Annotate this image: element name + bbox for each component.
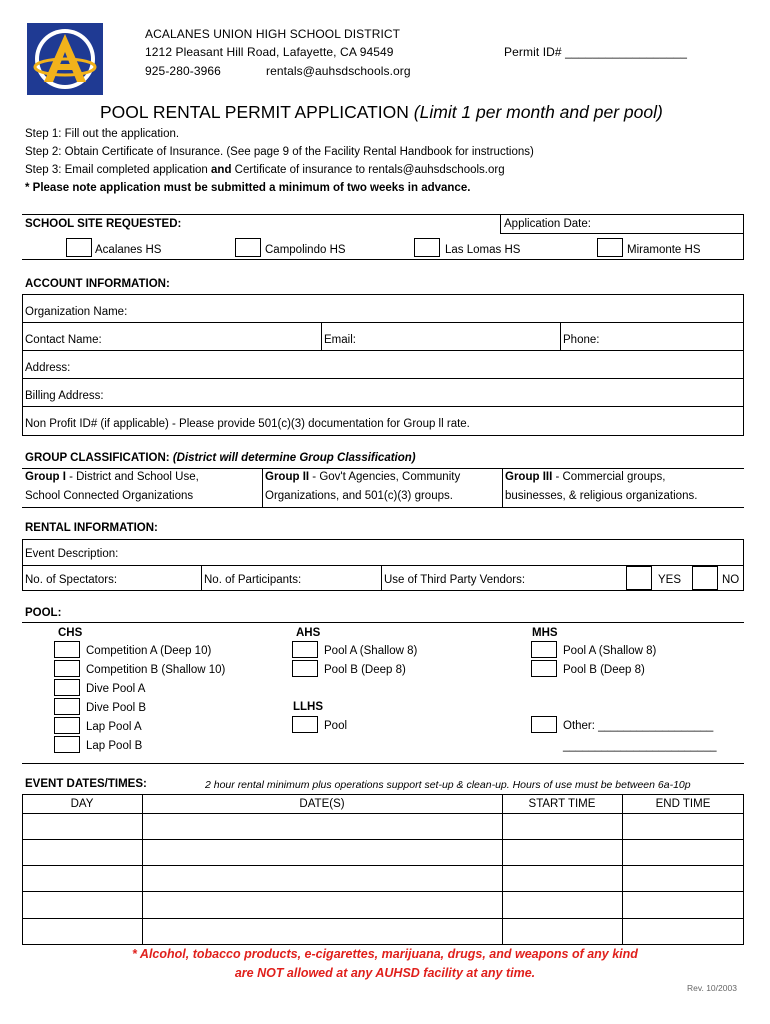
col-day: DAY [70, 798, 94, 810]
group-heading: GROUP CLASSIFICATION: (District will determine Group Classification) [25, 452, 416, 464]
mhs-pool-a: Pool A (Shallow 8) [563, 645, 657, 657]
nonprofit-id-field[interactable]: Non Profit ID# (if applicable) - Please provide 501(c)(3) documentation for Group ll rate. [25, 418, 470, 430]
other-line: ________________________ [563, 740, 717, 752]
vendors-label: Use of Third Party Vendors: [384, 574, 526, 586]
event-dates-heading: EVENT DATES/TIMES: [25, 778, 147, 790]
chs-heading: CHS [58, 627, 83, 639]
rental-heading: RENTAL INFORMATION: [25, 522, 158, 534]
district-phone: 925-280-3966 [145, 64, 221, 78]
phone-field[interactable]: Phone: [563, 334, 600, 346]
district-name: ACALANES UNION HIGH SCHOOL DISTRICT [145, 27, 401, 41]
participants-field[interactable]: No. of Participants: [204, 574, 302, 586]
chs-dive-a: Dive Pool A [86, 683, 146, 695]
checkbox-mhs-pool-b[interactable] [531, 660, 557, 677]
application-date-field[interactable]: Application Date: [500, 214, 744, 234]
permit-id: Permit ID# __________________ [504, 45, 688, 59]
district-email: rentals@auhsdschools.org [266, 64, 411, 78]
checkbox-other[interactable] [531, 716, 557, 733]
group-2-desc: Organizations, and 501(c)(3) groups. [265, 490, 453, 502]
checkbox-acalanes[interactable] [66, 238, 92, 257]
col-start-time: START TIME [528, 798, 596, 810]
step-2: Step 2: Obtain Certificate of Insurance. (See page 9 of the Facility Rental Handbook for instructions) [25, 146, 534, 158]
checkbox-mhs-pool-a[interactable] [531, 641, 557, 658]
warning-line-2: are NOT allowed at any AUHSD facility at any time. [234, 966, 536, 980]
checkbox-vendors-no[interactable] [692, 566, 718, 590]
checkbox-llhs-pool[interactable] [292, 716, 318, 733]
group-1-desc: School Connected Organizations [25, 490, 194, 502]
advance-note: * Please note application must be submitted a minimum of two weeks in advance. [25, 182, 471, 194]
checkbox-chs-lap-b[interactable] [54, 736, 80, 753]
title-sub: (Limit 1 per month and per pool) [413, 102, 663, 122]
checkbox-ahs-pool-b[interactable] [292, 660, 318, 677]
checkbox-miramonte[interactable] [597, 238, 623, 257]
chs-dive-b: Dive Pool B [86, 702, 147, 714]
title-main: POOL RENTAL PERMIT APPLICATION [100, 102, 409, 122]
checkbox-vendors-yes[interactable] [626, 566, 652, 590]
group-1: Group I - District and School Use, [25, 471, 199, 483]
checkbox-campolindo[interactable] [235, 238, 261, 257]
step-1: Step 1: Fill out the application. [25, 128, 180, 140]
group-2: Group II - Gov't Agencies, Community [265, 471, 461, 483]
vendors-yes-label: YES [658, 574, 682, 586]
option-las-lomas: Las Lomas HS [445, 244, 521, 256]
option-acalanes: Acalanes HS [95, 244, 162, 256]
contact-name-field[interactable]: Contact Name: [25, 334, 102, 346]
mhs-heading: MHS [532, 627, 558, 639]
chs-comp-a: Competition A (Deep 10) [86, 645, 212, 657]
revision-label: Rev. 10/2003 [687, 983, 737, 993]
llhs-heading: LLHS [293, 701, 324, 713]
llhs-pool: Pool [324, 720, 348, 732]
event-dates-note: 2 hour rental minimum plus operations support set-up & clean-up. Hours of use must be between 6a-10p [205, 779, 691, 791]
checkbox-las-lomas[interactable] [414, 238, 440, 257]
group-3-desc: businesses, & religious organizations. [505, 490, 698, 502]
ahs-pool-b: Pool B (Deep 8) [324, 664, 406, 676]
checkbox-chs-dive-a[interactable] [54, 679, 80, 696]
col-dates: DATE(S) [299, 798, 345, 810]
district-address: 1212 Pleasant Hill Road, Lafayette, CA 94549 [145, 45, 394, 59]
billing-address-field[interactable]: Billing Address: [25, 390, 104, 402]
checkbox-chs-dive-b[interactable] [54, 698, 80, 715]
email-field[interactable]: Email: [324, 334, 356, 346]
chs-lap-b: Lap Pool B [86, 740, 143, 752]
step-3: Step 3: Email completed application and Certificate of insurance to rentals@auhsdschools.org [25, 164, 505, 176]
spectators-field[interactable]: No. of Spectators: [25, 574, 118, 586]
checkbox-chs-comp-b[interactable] [54, 660, 80, 677]
option-campolindo: Campolindo HS [265, 244, 346, 256]
warning-line-1: * Alcohol, tobacco products, e-cigarettes, marijuana, drugs, and weapons of any kind [132, 947, 638, 961]
ahs-heading: AHS [296, 627, 321, 639]
address-field[interactable]: Address: [25, 362, 71, 374]
school-site-heading: SCHOOL SITE REQUESTED: [25, 218, 182, 230]
checkbox-ahs-pool-a[interactable] [292, 641, 318, 658]
vendors-no-label: NO [722, 574, 740, 586]
page-title [100, 102, 663, 123]
other-field[interactable]: Other: __________________ [563, 720, 714, 732]
option-miramonte: Miramonte HS [627, 244, 701, 256]
account-heading: ACCOUNT INFORMATION: [25, 278, 170, 290]
checkbox-chs-comp-a[interactable] [54, 641, 80, 658]
event-description-field[interactable]: Event Description: [25, 548, 119, 560]
account-table [22, 294, 744, 436]
org-name-field[interactable]: Organization Name: [25, 306, 128, 318]
pool-heading: POOL: [25, 607, 62, 619]
chs-lap-a: Lap Pool A [86, 721, 142, 733]
chs-comp-b: Competition B (Shallow 10) [86, 664, 226, 676]
mhs-pool-b: Pool B (Deep 8) [563, 664, 645, 676]
event-dates-table [22, 794, 744, 945]
checkbox-chs-lap-a[interactable] [54, 717, 80, 734]
district-logo [26, 22, 104, 96]
ahs-pool-a: Pool A (Shallow 8) [324, 645, 418, 657]
group-3: Group III - Commercial groups, [505, 471, 666, 483]
col-end-time: END TIME [655, 798, 711, 810]
